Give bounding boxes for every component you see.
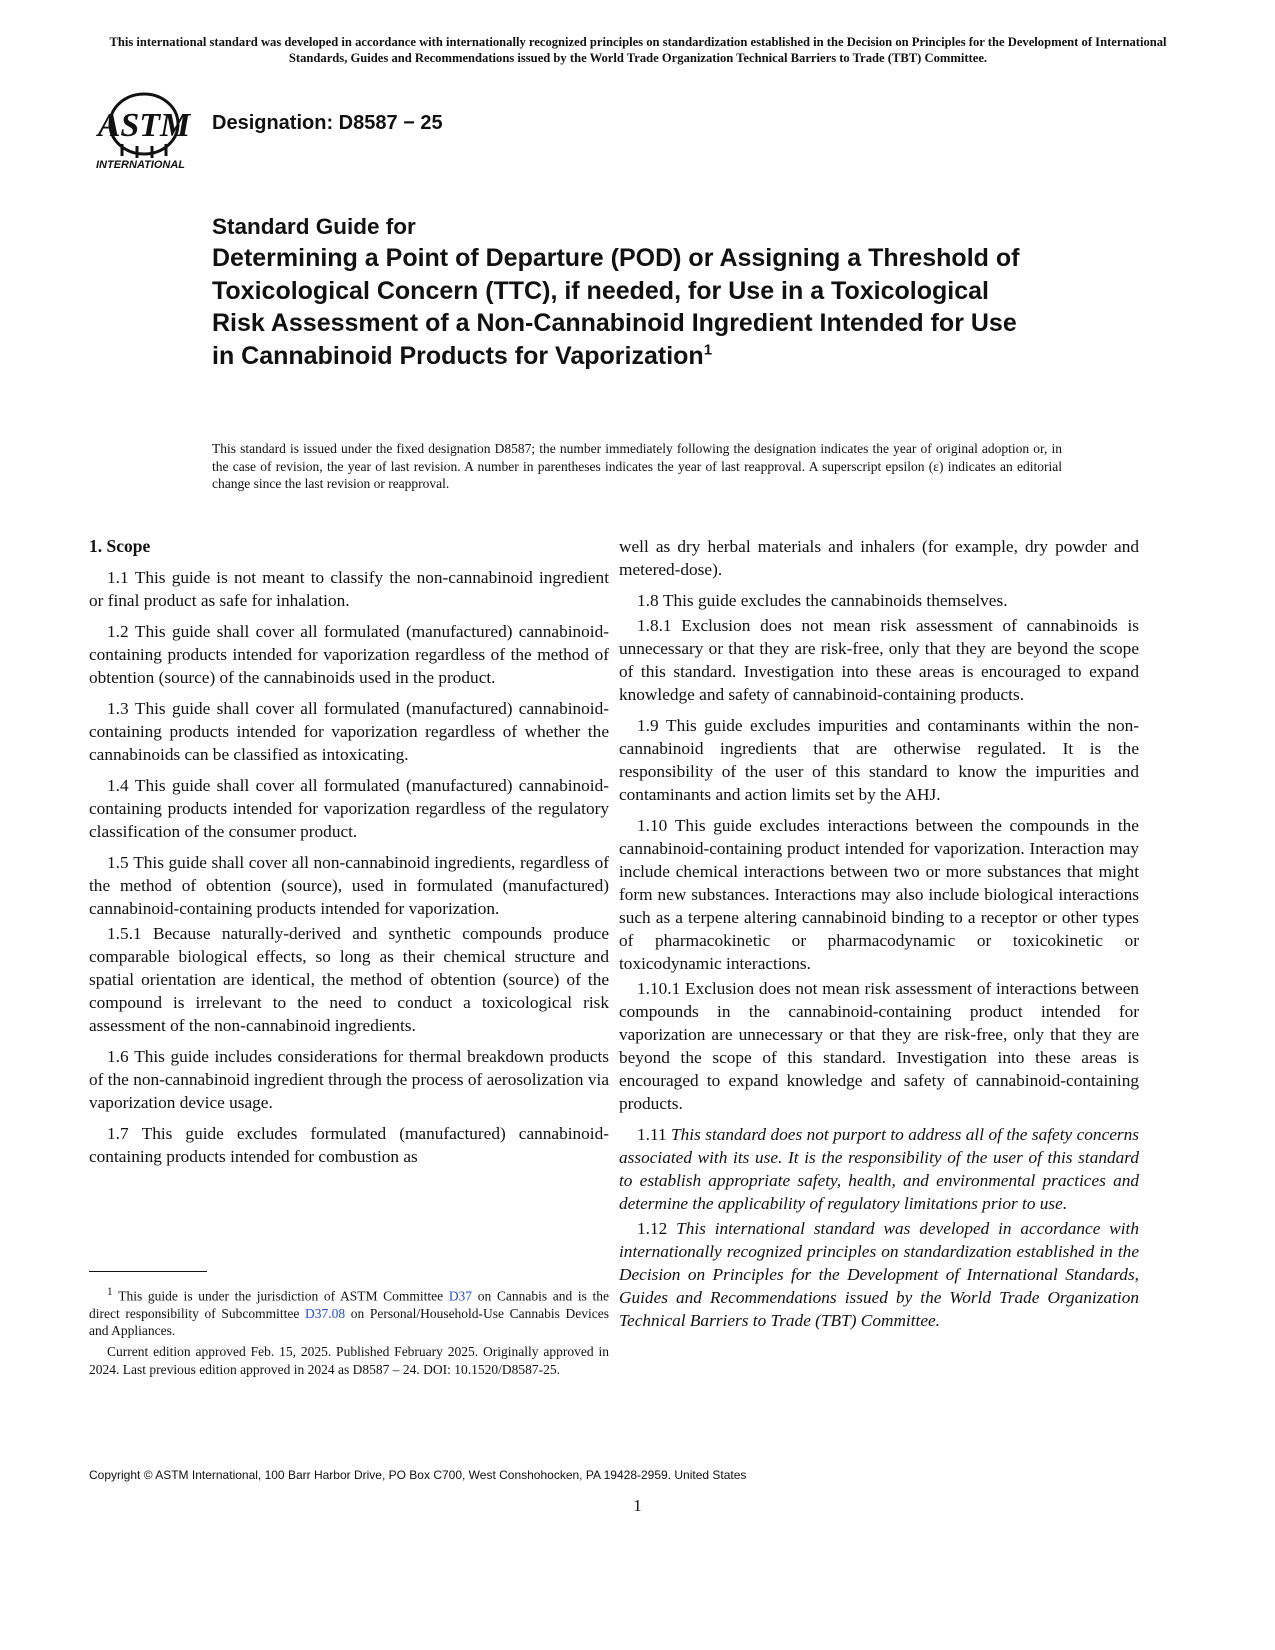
paragraph-1-9: 1.9 This guide excludes impurities and contaminants within the non-cannabinoid ingredients that are otherwise regulated. It is the responsibility of the user of this standard to know the impurities and contaminants and action limits set by the AHJ. <box>619 716 1139 804</box>
title-main: Determining a Point of Departure (POD) or Assigning a Threshold of Toxicological Concern (TTC), if needed, for Use in a Toxicological Risk Assessment of a Non-Cannabinoid Ingredient Intended for Use in Cannabinoid Products for Vaporization$^1$ <box>212 244 1020 370</box>
paragraph-1-5-1: 1.5.1 Because naturally-derived and synthetic compounds produce comparable biological effects, so long as their chemical structure and spatial orientation are identical, the method of obtention (source) of the compound is irrelevant to the need to conduct a toxicological risk assessment of the non-cannabinoid ingredients. <box>89 924 609 1035</box>
title-guide: Standard Guide for <box>212 214 416 239</box>
paragraph-1-3: 1.3 This guide shall cover all formulated (manufactured) cannabinoid-containing products intended for vaporization regardless of whether the cannabinoids can be classified as intoxicating. <box>89 699 609 764</box>
title-footnote-mark: 1 <box>703 341 713 359</box>
paragraph-1-7-continued: well as dry herbal materials and inhalers (for example, dry powder and metered-dose). <box>619 537 1139 579</box>
section-heading: 1. Scope <box>89 536 151 556</box>
paragraph-1-10-1: 1.10.1 Exclusion does not mean risk assessment of interactions between compounds in the cannabinoid-containing product intended for vaporization are unnecessary or that they are risk-free, only that they are beyond the scope of this standard. Investigation into these areas is encouraged to expand knowledge and safety of cannabinoid-containing products. <box>619 979 1139 1113</box>
committee-link[interactable]: D37 <box>448 1288 473 1304</box>
left-column <box>89 535 609 1176</box>
copyright: Copyright © ASTM International, 100 Barr Harbor Drive, PO Box C700, West Conshohocken, PA 19428-2959. United States <box>89 1468 747 1482</box>
paragraph-1-12: 1.12 This international standard was developed in accordance with internationally recognized principles on standardization established in the Decision on Principles for the Development of International Standards, Guides and Recommendations issued by the World Trade Organization Technical Barriers to Trade (TBT) Committee. <box>619 1219 1139 1330</box>
page-number: 1 <box>633 1496 642 1515</box>
paragraph-1-1: 1.1 This guide is not meant to classify the non-cannabinoid ingredient or final product as safe for inhalation. <box>89 568 610 610</box>
paragraph-1-4: 1.4 This guide shall cover all formulated (manufactured) cannabinoid-containing products intended for vaporization regardless of the regulatory classification of the consumer product. <box>89 776 609 841</box>
top-notice: This international standard was developed in accordance with internationally recognized principles on standardization established in the Decision on Principles for the Development of International Standards, Guides and Recommendations issued by the World Trade Organization Technical Barriers to Trade (TBT) Committee. <box>109 35 1167 65</box>
paragraph-1-10: 1.10 This guide excludes interactions between the compounds in the cannabinoid-containing product intended for vaporization. Interaction may include chemical interactions between two or more substances that might form new substances. Interactions may also include biological interactions such as a terpene altering cannabinoid binding to a receptor or other types of pharmacokinetic or pharmacodynamic or toxicokinetic or toxicodynamic interactions. <box>619 816 1139 973</box>
astm-logo <box>92 86 204 178</box>
footnotes <box>89 1284 609 1382</box>
paragraph-1-7: 1.7 This guide excludes formulated (manufactured) cannabinoid-containing products intended for combustion as <box>89 1124 609 1166</box>
paragraph-1-8-1: 1.8.1 Exclusion does not mean risk assessment of cannabinoids is unnecessary or that they are risk-free, only that they are beyond the scope of this standard. Investigation into these areas is encouraged to expand knowledge and safety of cannabinoid-containing products. <box>619 616 1139 704</box>
paragraph-1-11: 1.11 This standard does not purport to address all of the safety concerns associated with its use. It is the responsibility of the user of this standard to establish appropriate safety, health, and environmental practices and determine the applicability of regulatory limitations prior to use. <box>619 1125 1139 1213</box>
footnote-1: $^1$ This guide is under the jurisdiction of ASTM Committee D37 on Cannabis and is the direct responsibility of Subcommittee D37.08 on Personal/Household-Use Cannabis Devices and Appliances. <box>89 1286 610 1339</box>
right-column <box>619 535 1139 1340</box>
svg-text:INTERNATIONAL: INTERNATIONAL <box>96 159 186 171</box>
paragraph-1-2: 1.2 This guide shall cover all formulated (manufactured) cannabinoid-containing products intended for vaporization regardless of the method of obtention (source) of the cannabinoids used in the product. <box>89 622 609 687</box>
subcommittee-link[interactable]: D37.08 <box>304 1305 346 1321</box>
title-block <box>212 212 1032 372</box>
paragraph-1-6: 1.6 This guide includes considerations for thermal breakdown products of the non-cannabinoid ingredient through the process of aerosolization via vaporization device usage. <box>89 1047 609 1112</box>
paragraph-1-8: 1.8 This guide excludes the cannabinoids themselves. <box>637 591 1008 610</box>
astm-logo-icon <box>92 86 204 178</box>
footnote-rule <box>89 1271 207 1272</box>
footnote-edition: Current edition approved Feb. 15, 2025. Published February 2025. Originally approved in 2024. Last previous edition approved in 2024 as D8587 – 24. DOI: 10.1520/D8587-25. <box>89 1344 609 1377</box>
issue-note: This standard is issued under the fixed designation D8587; the number immediately following the designation indicates the year of original adoption or, in the case of revision, the year of last revision. A number in parentheses indicates the year of last reapproval. A superscript epsilon (ε) indicates an editorial change since the last revision or reapproval. <box>212 441 1062 491</box>
paragraph-1-5: 1.5 This guide shall cover all non-cannabinoid ingredients, regardless of the method of obtention (source), used in formulated (manufactured) cannabinoid-containing products intended for vaporization. <box>89 853 609 918</box>
svg-text:ASTM: ASTM <box>97 107 191 144</box>
designation: Designation: D8587 − 25 <box>212 112 443 134</box>
